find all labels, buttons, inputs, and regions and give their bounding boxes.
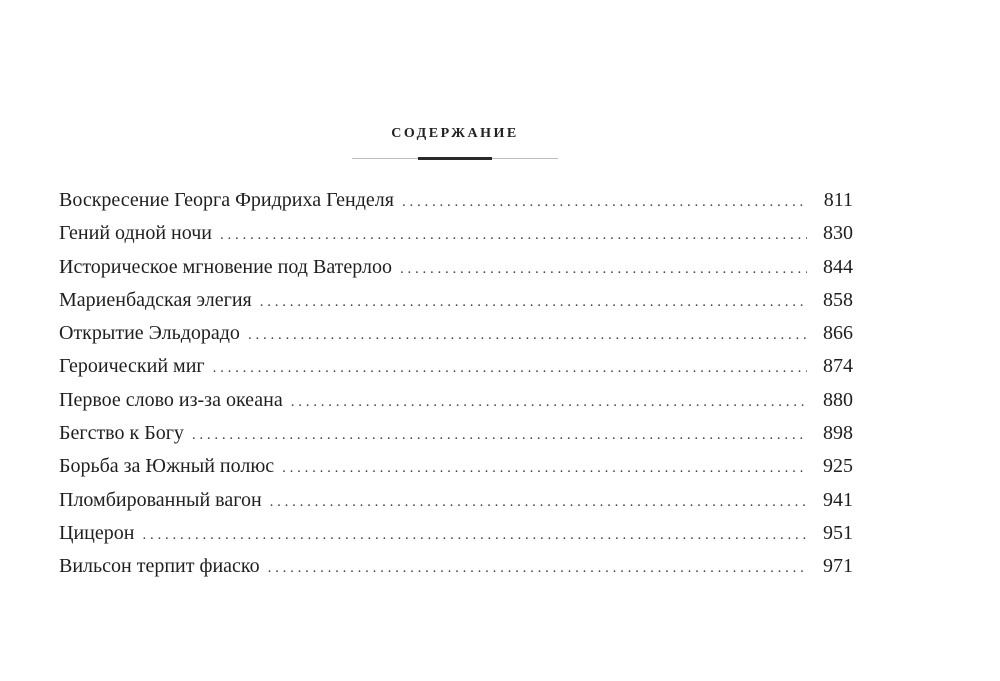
contents-heading: СОДЕРЖАНИЕ (391, 126, 519, 141)
toc-entry-title: Воскресение Георга Фридриха Генделя (59, 189, 394, 211)
toc-entry-title: Борьба за Южный полюс (59, 455, 275, 478)
toc-dot-leader (270, 486, 807, 519)
toc-entry-page: 858 (823, 288, 853, 311)
toc-entry-page: 811 (823, 189, 853, 211)
heading-divider (352, 156, 558, 162)
toc-dot-leader (213, 352, 807, 385)
toc-entry-title: Пломбированный вагон (59, 488, 262, 511)
toc-entry-title: Бегство к Богу (59, 422, 184, 445)
toc-entry (59, 484, 853, 517)
toc-entry-title: Первое слово из-за океана (59, 388, 283, 411)
toc-entry (59, 350, 853, 383)
toc-entry-title: Историческое мгновение под Ватерлоо (59, 255, 393, 278)
toc-dot-leader (402, 186, 807, 219)
toc-entry (59, 184, 853, 217)
toc-dot-leader (192, 419, 807, 452)
toc-entry (59, 450, 853, 483)
toc-dot-leader (142, 519, 807, 552)
toc-entry-title: Открытие Эльдорадо (59, 322, 240, 345)
toc-dot-leader (260, 286, 807, 319)
toc-entry-page: 866 (823, 322, 853, 345)
table-of-contents (59, 184, 853, 584)
toc-entry (59, 251, 853, 284)
toc-entry-title: Гений одной ночи (59, 222, 212, 245)
toc-entry-page: 874 (823, 355, 853, 378)
toc-entry-title: Вильсон терпит фиаско (59, 555, 260, 578)
toc-entry (59, 284, 853, 317)
toc-entry (59, 417, 853, 450)
toc-entry-page: 830 (823, 222, 853, 245)
toc-entry (59, 517, 853, 550)
toc-dot-leader (248, 319, 807, 352)
toc-entry (59, 317, 853, 350)
divider-thick-line (418, 157, 492, 160)
toc-dot-leader (268, 552, 807, 585)
toc-dot-leader (220, 219, 807, 252)
toc-entry-title: Мариенбадская элегия (59, 288, 252, 311)
toc-entry-page: 951 (823, 521, 853, 544)
toc-entry-page: 941 (823, 488, 853, 511)
toc-entry-page: 971 (823, 555, 853, 578)
toc-entry-page: 880 (823, 388, 853, 411)
toc-dot-leader (291, 386, 807, 419)
toc-entry-title: Героический миг (59, 355, 205, 378)
toc-entry-title: Цицерон (59, 521, 135, 544)
toc-entry-page: 898 (823, 422, 853, 445)
toc-dot-leader (282, 452, 807, 485)
toc-entry (59, 217, 853, 250)
toc-entry-page: 925 (823, 455, 853, 478)
toc-entry (59, 550, 853, 583)
toc-entry-page: 844 (823, 255, 853, 278)
toc-dot-leader (400, 253, 807, 286)
toc-entry (59, 384, 853, 417)
